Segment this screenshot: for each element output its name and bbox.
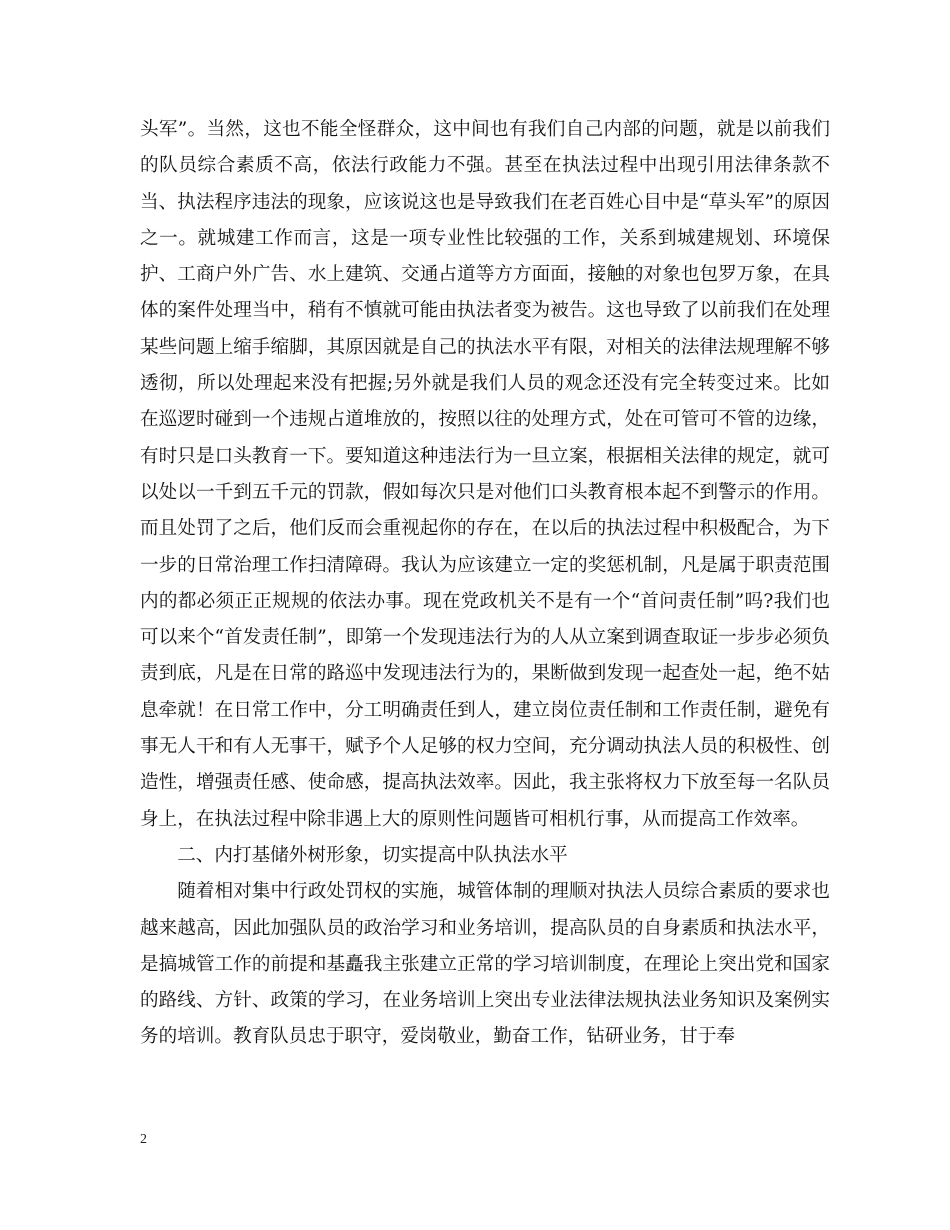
body-text bbox=[140, 112, 830, 1056]
paragraph-continuation: 头军”。当然，这也不能全怪群众，这中间也有我们自己内部的问题，就是以前我们的队员综合素质不高，依法行政能力不强。甚至在执法过程中出现引用法律条款不当、执法程序违法的现象，应该说这也是导致我们在老百姓心目中是“草头军”的原因之一。就城建工作而言，这是一项专业性比较强的工作，关系到城建规划、环境保护、工商户外广告、水上建筑、交通占道等方方面面，接触的对象也包罗万象，在具体的案件处理当中，稍有不慎就可能由执法者变为被告。这也导致了以前我们在处理某些问题上缩手缩脚，其原因就是自己的执法水平有限，对相关的法律法规理解不够透彻，所以处理起来没有把握;另外就是我们人员的观念还没有完全转变过来。比如在巡逻时碰到一个违规占道堆放的，按照以往的处理方式，处在可管可不管的边缘，有时只是口头教育一下。要知道这种违法行为一旦立案，根据相关法律的规定，就可以处以一千到五千元的罚款，假如每次只是对他们口头教育根本起不到警示的作用。而且处罚了之后，他们反而会重视起你的存在，在以后的执法过程中积极配合，为下一步的日常治理工作扫清障碍。我认为应该建立一定的奖惩机制，凡是属于职责范围内的都必须正正规规的依法办事。现在党政机关不是有一个“首问责任制”吗?我们也可以来个“首发责任制”，即第一个发现违法行为的人从立案到调查取证一步步必须负责到底，凡是在日常的路巡中发现违法行为的，果断做到发现一起查处一起，绝不姑息牵就！在日常工作中，分工明确责任到人，建立岗位责任制和工作责任制，避免有事无人干和有人无事干，赋予个人足够的权力空间，充分调动执法人员的积极性、创造性，增强责任感、使命感，提高执法效率。因此，我主张将权力下放至每一名队员身上，在执法过程中除非遇上大的原则性问题皆可相机行事，从而提高工作效率。 bbox=[140, 119, 830, 830]
page-number: 2 bbox=[140, 1132, 147, 1147]
section-heading: 二、内打基储外树形象，切实提高中队执法水平 bbox=[177, 844, 568, 866]
paragraph: 随着相对集中行政处罚权的实施，城管体制的理顺对执法人员综合素质的要求也越来越高，因此加强队员的政治学习和业务培训，提高队员的自身素质和执法水平，是搞城管工作的前提和基矗我主张建立正常的学习培训制度，在理论上突出党和国家的路线、方针、政策的学习，在业务培训上突出专业法律法规执法业务知识及案例实务的培训。教育队员忠于职守，爱岗敬业，勤奋工作，钻研业务，甘于奉 bbox=[140, 881, 830, 1048]
